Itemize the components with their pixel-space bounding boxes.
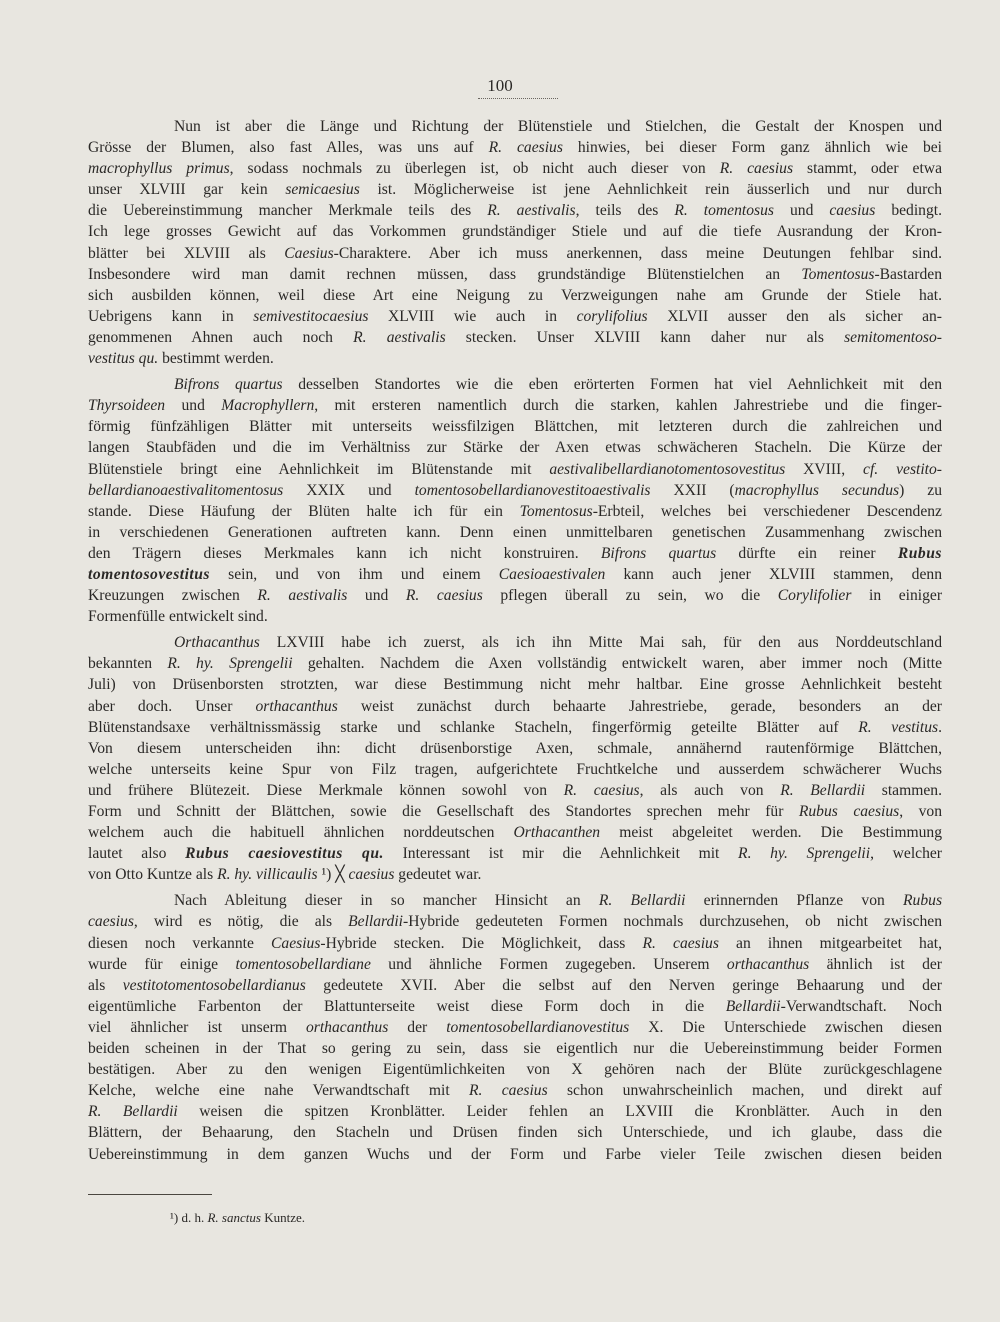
page-number: 100 bbox=[487, 76, 513, 95]
text-line: als vestitotomentosobellardianus gedeutete XVII. Aber die selbst auf den Nerven geringe Behaarung und der bbox=[88, 976, 942, 994]
text-line: Von diesem unterscheiden ihn: dicht drüsenborstige Axen, schmale, annähernd rautenförmige Blättchen, bbox=[88, 739, 942, 757]
text-line: Form und Schnitt der Blättchen, sowie die Gesellschaft des Standortes sprechen mehr für Rubus caesius, von bbox=[88, 803, 942, 820]
text-line: bellardianoaestivalitomentosus XXIX und tomentosobellardianovestitoaestivalis XXII (macrophyllus secundus) zu bbox=[88, 481, 942, 499]
footnote-rule bbox=[88, 1194, 212, 1195]
text-line: Thyrsoideen und Macrophyllern, mit ersteren namentlich durch die starken, kahlen Jahrestriebe und die finger- bbox=[88, 397, 942, 415]
text-line: Nach Ableitung dieser in so mancher Hinsicht an R. Bellardii erinnernden Pflanze von Rubus bbox=[174, 892, 943, 910]
text-line: den Trägern dieses Merkmales kann ich nicht konstruiren. Bifrons quartus dürfte ein reiner Rubus bbox=[88, 544, 942, 562]
text-line: Blütenstandsaxe verhältnissmässig starke und schlanke Stacheln, fingerförmig geteilte Blätter auf R. vestitus. bbox=[88, 718, 942, 736]
text-line: macrophyllus primus, sodass nochmals zu überlegen ist, ob nicht auch dieser von R. caesius stammt, oder etwa bbox=[88, 160, 942, 178]
text-line: Kelche, welche eine nahe Verwandtschaft mit R. caesius schon unwahrscheinlich machen, und direkt auf bbox=[88, 1082, 942, 1100]
text-line: Bifrons quartus desselben Standortes wie die eben erörterten Formen hat viel Aehnlichkeit mit den bbox=[174, 376, 942, 394]
text-line: genommenen Ahnen auch noch R. aestivalis stecken. Unser XLVIII kann daher nur als semitomentoso- bbox=[88, 328, 942, 346]
text-line: diesen noch verkannte Caesius-Hybride stecken. Die Möglichkeit, dass R. caesius an ihnen mitgearbeitet hat, bbox=[88, 934, 943, 952]
text-line: welche unterseits keine Spur von Filz tragen, aufgerichtete Fruchtkelche und ausserdem schwächerer Wuchs bbox=[88, 760, 942, 778]
text-line: Formenfülle entwickelt sind. bbox=[88, 608, 268, 626]
text-line: wurde für einige tomentosobellardiane und ähnliche Formen zugegeben. Unserem orthacanthus ähnlich ist der bbox=[88, 955, 942, 973]
text-line: Kreuzungen zwischen R. aestivalis und R. caesius pflegen überall zu sein, wo die Corylifolier in einiger bbox=[88, 587, 943, 605]
text-line: aber doch. Unser orthacanthus weist zunächst durch behaarte Jahrestriebe, gerade, besonders an der bbox=[88, 697, 943, 715]
text-line: sich ausbilden können, weil diese Art eine Neigung zu Verzweigungen nahe am Grunde der Stiele hat. bbox=[88, 286, 942, 304]
text-line: beiden scheinen in der That so gering zu sein, dass sie eigentlich nur die Uebereinstimmung beider Formen bbox=[88, 1040, 942, 1058]
text-line: Orthacanthus LXVIII habe ich zuerst, als ich ihn Mitte Mai sah, für den aus Norddeutschland bbox=[174, 634, 942, 652]
text-line: bekannten R. hy. Sprengelii gehalten. Nachdem die Axen vollständig entwickelt waren, aber immer noch (Mitte bbox=[88, 655, 943, 673]
text-line: unser XLVIII gar kein semicaesius ist. Möglicherweise ist jene Aehnlichkeit rein äusserlich und nur durch bbox=[88, 181, 942, 199]
text-line: tomentosovestitus sein, und von ihm und einem Caesioaestivalen kann auch jener XLVIII stammen, denn bbox=[88, 565, 942, 583]
text-line: Nun ist aber die Länge und Richtung der Blütenstiele und Stielchen, die Gestalt der Knospen und bbox=[174, 118, 942, 135]
text-line: Insbesondere wird man damit rechnen müssen, dass grundständige Blütenstielchen an Tomentosus-Bastarden bbox=[88, 265, 942, 283]
text-line: Uebrigens kann in semivestitocaesius XLVIII wie auch in corylifolius XLVII ausser den als sicher an- bbox=[88, 307, 942, 325]
text-line: förmig fünfzähligen Blätter mit unterseits weissfilzigen Blättchen, mit letzteren durch die zahlreichen und bbox=[88, 418, 942, 436]
text-line: Grösse der Blumen, also fast Alles, was uns auf R. caesius hinwies, bei dieser Form ganz ähnlich wie bei bbox=[88, 139, 942, 157]
text-line: in verschiedenen Generationen auftreten kann. Denn einen unmittelbaren genetischen Zusammenhang zwischen bbox=[88, 523, 942, 541]
text-line: Blütenstiele bringt eine Aehnlichkeit im Blütenstande mit aestivalibellardianotomentosovestitus XVIII, cf. vestito- bbox=[88, 460, 942, 478]
text-line: bestätigen. Aber zu den wenigen Eigentümlichkeiten von X gehören nach der Blüte zurückgeschlagene bbox=[88, 1061, 942, 1079]
text-line: die Uebereinstimmung mancher Merkmale teils des R. aestivalis, teils des R. tomentosus und caesius bedingt. bbox=[88, 202, 942, 220]
text-line: von Otto Kuntze als R. hy. villicaulis ¹) ╳ caesius gedeutet war. bbox=[88, 866, 482, 884]
text-line: stande. Diese Häufung der Blüten halte ich für ein Tomentosus-Erbteil, welches bei verschiedener Descendenz bbox=[88, 502, 942, 520]
text-line: vestitus qu. bestimmt werden. bbox=[88, 350, 274, 368]
text-line: welchem auch die habituell ähnlichen norddeutschen Orthacanthen meist abgeleitet werden. Die Bestimmung bbox=[88, 824, 942, 842]
text-line: langen Staubfäden und die im Verhältniss zur Stärke der Axen etwas schwächeren Stacheln. Die Kürze der bbox=[88, 439, 942, 457]
text-line: blätter bei XLVIII als Caesius-Charaktere. Aber ich muss anerkennen, dass meine Deutungen fehlbar sind. bbox=[88, 244, 942, 262]
text-line: R. Bellardii weisen die spitzen Kronblätter. Leider fehlen an LXVIII die Kronblätter. Auch in den bbox=[88, 1103, 942, 1121]
body-text bbox=[88, 116, 942, 1165]
text-line: lautet also Rubus caesiovestitus qu. Interessant ist mir die Aehnlichkeit mit R. hy. Sprengelii, welcher bbox=[88, 845, 942, 863]
footnote: ¹) d. h. R. sanctus Kuntze. bbox=[170, 1210, 305, 1225]
text-line: Blättern, der Behaarung, den Stacheln und Drüsen finden sich Unterschiede, und ich glaube, dass die bbox=[88, 1124, 942, 1142]
page-number-rule bbox=[478, 98, 558, 99]
text-line: und frühere Blütezeit. Diese Merkmale können sowohl von R. caesius, als auch von R. Bellardii stammen. bbox=[88, 781, 942, 799]
text-line: Juli) von Drüsenborsten strotzten, war diese Bestimmung nicht mehr haltbar. Eine grosse Aehnlichkeit besteht bbox=[88, 676, 942, 694]
text-line: Uebereinstimmung in dem ganzen Wuchs und der Form und Farbe vieler Teile zwischen diesen beiden bbox=[88, 1145, 942, 1163]
text-line: caesius, wird es nötig, die als Bellardii-Hybride gedeuteten Formen nochmals durchzusehen, ob nicht zwischen bbox=[88, 913, 942, 931]
text-line: Ich lege grosses Gewicht auf das Vorkommen grundständiger Stiele und auf die tiefe Ausrandung der Kron- bbox=[88, 223, 942, 241]
text-line: viel ähnlicher ist unserm orthacanthus der tomentosobellardianovestitus X. Die Unterschiede zwischen diesen bbox=[88, 1018, 942, 1036]
text-line: eigentümliche Farbenton der Blattunterseite weist diese Form doch in die Bellardii-Verwandtschaft. Noch bbox=[88, 997, 942, 1015]
